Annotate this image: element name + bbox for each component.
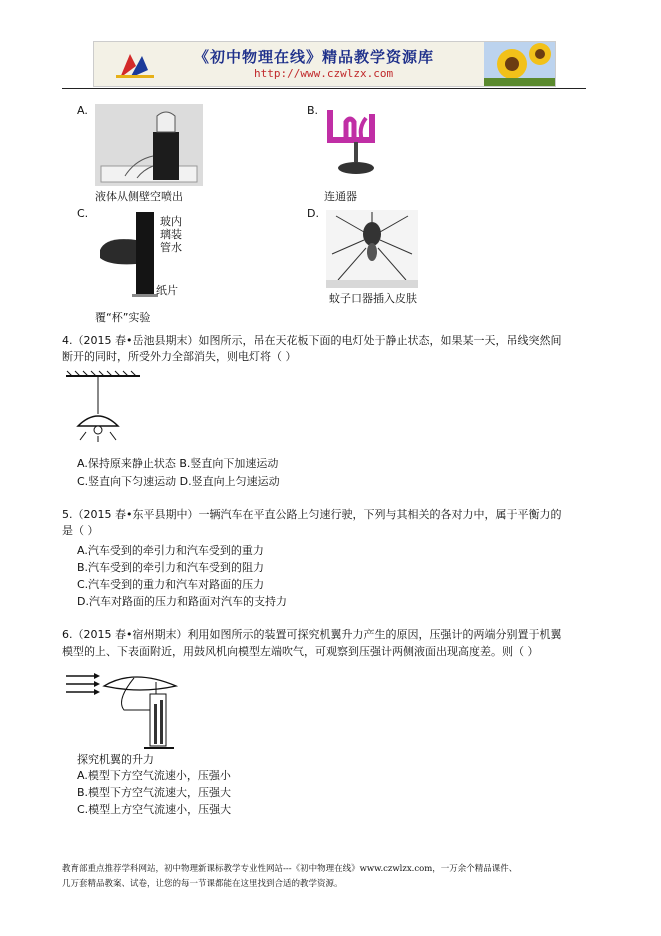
connected-vessel-figure bbox=[322, 104, 394, 182]
q4-options-line-2: C.竖直向下匀速运动 D.竖直向上匀速运动 bbox=[77, 475, 280, 488]
paper-label: 纸片 bbox=[156, 284, 178, 297]
q6-option-b: B.模型下方空气流速大，压强大 bbox=[77, 786, 232, 799]
q6-figure-caption: 探究机翼的升力 bbox=[77, 753, 154, 766]
site-logo bbox=[116, 48, 156, 80]
header-divider bbox=[62, 88, 586, 89]
liquid-bottle-figure bbox=[95, 104, 203, 186]
q6-option-c: C.模型上方空气流速小，压强大 bbox=[77, 803, 232, 816]
hanging-lamp-figure bbox=[64, 370, 144, 446]
option-d-caption: 蚊子口器插入皮肤 bbox=[329, 292, 417, 305]
mosquito-figure bbox=[326, 210, 418, 288]
tube-label-1: 玻内 bbox=[160, 215, 182, 228]
option-a-letter: A. bbox=[77, 104, 88, 117]
q5-option-a: A.汽车受到的牵引力和汽车受到的重力 bbox=[77, 544, 264, 557]
header-banner bbox=[93, 41, 556, 87]
q6-stem-line-2: 模型的上、下表面附近，用鼓风机向模型左端吹气，可观察到压强计两侧液面出现高度差。则（ ） bbox=[62, 645, 539, 658]
sunflower-image bbox=[484, 42, 556, 86]
q6-stem-line-1: 6.（2015 春•宿州期末）利用如图所示的装置可探究机翼升力产生的原因，压强计的两端分别置于机翼 bbox=[62, 628, 562, 641]
tube-label-3: 管水 bbox=[160, 241, 182, 254]
option-d-letter: D. bbox=[307, 207, 319, 220]
option-c-caption: 覆“杯”实验 bbox=[95, 311, 151, 324]
header-url: http://www.czwlzx.com bbox=[254, 67, 394, 80]
tube-label-2: 璃装 bbox=[160, 228, 182, 241]
wing-lift-figure bbox=[64, 664, 184, 754]
option-a-caption: 液体从侧壁空喷出 bbox=[95, 190, 183, 203]
q5-option-b: B.汽车受到的牵引力和汽车受到的阻力 bbox=[77, 561, 265, 574]
option-c-letter: C. bbox=[77, 207, 89, 220]
q4-stem-line-1: 4.（2015 春•岳池县期末）如图所示，吊在天花板下面的电灯处于静止状态，如果某一天，吊线突然间 bbox=[62, 334, 562, 347]
q5-option-c: C.汽车受到的重力和汽车对路面的压力 bbox=[77, 578, 265, 591]
footer-line-1: 教育部重点推荐学科网站，初中物理新课标教学专业性网站---《初中物理在线》www.czwlzx.com，一万余个精品课件、 bbox=[62, 864, 518, 874]
q5-stem-line-2: 是（ ） bbox=[62, 524, 99, 537]
header-title: 《初中物理在线》精品教学资源库 bbox=[194, 48, 435, 66]
q4-options-line-1: A.保持原来静止状态 B.竖直向下加速运动 bbox=[77, 457, 279, 470]
option-b-caption: 连通器 bbox=[324, 190, 357, 203]
option-b-letter: B. bbox=[307, 104, 319, 117]
q4-stem-line-2: 断开的同时，所受外力全部消失，则电灯将（ ） bbox=[62, 350, 297, 363]
footer-line-2: 几万套精品教案、试卷，让您的每一节课都能在这里找到合适的教学资源。 bbox=[62, 879, 343, 889]
q5-option-d: D.汽车对路面的压力和路面对汽车的支持力 bbox=[77, 595, 287, 608]
q5-stem-line-1: 5.（2015 春•东平县期中）一辆汽车在平直公路上匀速行驶，下列与其相关的各对力中，属于平衡力的 bbox=[62, 508, 562, 521]
q6-option-a: A.模型下方空气流速小，压强小 bbox=[77, 769, 231, 782]
